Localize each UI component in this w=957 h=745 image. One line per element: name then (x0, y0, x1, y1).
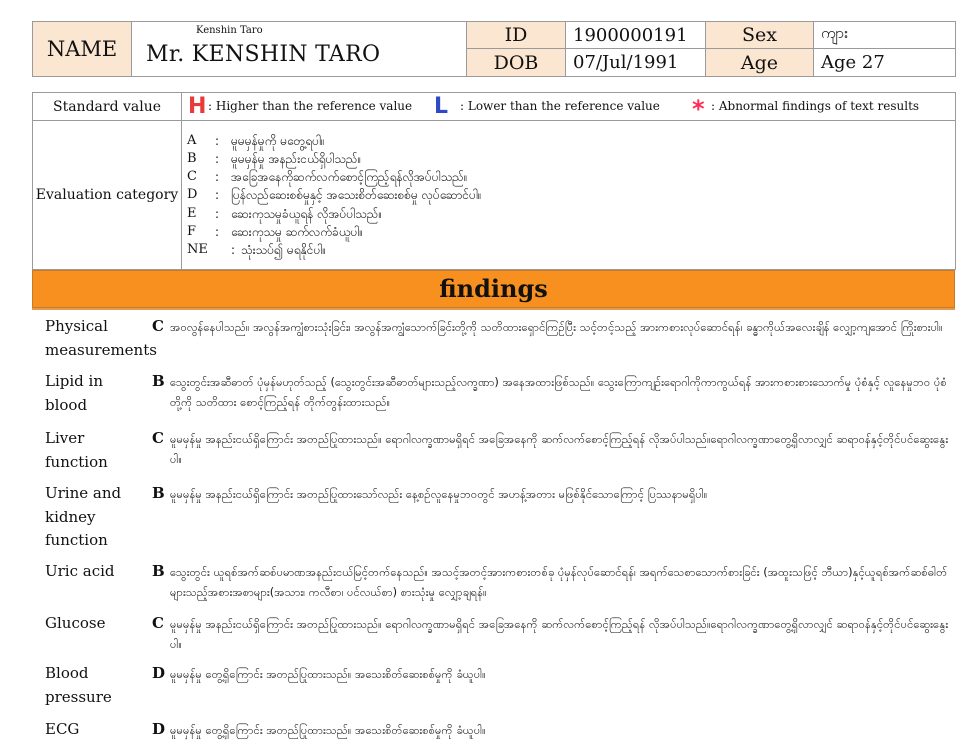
finding-grade: C (152, 317, 164, 335)
finding-text: မူမမှန်မှု တွေ့ရှိကြောင်း အတည်ပြုထားသည်။ အသေးစိတ်ဆေးစစ်မှုကို ခံယူပါ။ (170, 723, 486, 737)
findings-divider (32, 308, 955, 310)
evaluation-item: C : အခြေအနေကိုဆက်လက်စောင့်ကြည့်ရန်လိုအပ်ပါသည်။ (187, 169, 468, 185)
finding-text: မူမမှန်မှု တွေ့ရှိကြောင်း အတည်ပြုထားသည်။ အသေးစိတ်ဆေးစစ်မှုကို ခံယူပါ။ (170, 667, 486, 681)
finding-text: မူမမှန်မှု အနည်းငယ်ရှိကြောင်း အတည်ပြုထားသည်။ ရောဂါလက္ခဏာမရှိရင် အခြေအနေကို ဆက်လက်စောင့်ကြည့်ရန် လိုအပ်ပါသည်။ရောဂါလက္ခဏာတွေ့ရှိလာလျှင် ဆရာဝန်နှင့်တိုင်ပင်ဆွေးနွေးပါ။ (170, 617, 949, 651)
standard-legend (182, 93, 956, 121)
finding-title: ECG (45, 720, 80, 738)
abnormal-marker-text: : Abnormal findings of text results (711, 99, 920, 113)
finding-text: သွေးတွင်း ယူရစ်အက်ဆစ်ပမာဏအနည်းငယ်မြင့်တက်နေသည်။ အသင့်အတင့်အားကစားတစ်ခု ပုံမှန်လုပ်ဆောင်ရန်၊ အရက်သေစာသောက်စားခြင်း (အထူးသဖြင့် ဘီယာ)နှင့်ယူရစ်အက်ဆစ်ဓါတ်များသည့်အစားအစာများ(အသား၊ ကလီစာ၊ ပင်လယ်စာ) စားသုံးမှု လျှော့ချရန်။ (170, 565, 948, 599)
evaluation-category-label: Evaluation category (33, 121, 182, 270)
patient-name-cell (132, 22, 467, 77)
dob-value: 07/Jul/1991 (566, 49, 706, 77)
finding-grade: B (152, 484, 165, 502)
patient-header (32, 21, 956, 77)
low-marker-icon: L (434, 94, 449, 119)
evaluation-category-list (182, 121, 956, 270)
finding-title: Urine and kidney function (45, 484, 122, 549)
abnormal-asterisk-icon: * (692, 95, 705, 123)
finding-grade: C (152, 429, 164, 447)
finding-grade: D (152, 720, 166, 738)
evaluation-item: F : ဆေးကုသမှု ဆက်လက်ခံယူပါ။ (187, 223, 363, 239)
finding-grade: D (152, 664, 166, 682)
finding-grade: C (152, 614, 164, 632)
dob-label: DOB (467, 49, 566, 77)
finding-text: အဝလွန်နေပါသည်။ အလွန်အကျွံစားသုံးခြင်း၊ အလွန်အကျွံသောက်ခြင်းတို့ကို သတိထားရှောင်ကြဉ်ပြီး သင့်တင့်သည့် အားကစားလုပ်ဆောင်ရန်၊ ခန္ဓာကိုယ်အလေးချိန် လျှော့ကျအောင် ကြိုးစားပါ။ (170, 320, 943, 334)
standard-value-label: Standard value (33, 93, 182, 121)
finding-title: Uric acid (45, 562, 115, 580)
evaluation-item: E : ဆေးကုသမှုခံယူရန် လိုအပ်ပါသည်။ (187, 205, 383, 221)
finding-title: Liver function (45, 429, 108, 471)
finding-title: Blood pressure (45, 664, 112, 706)
finding-title: Physical measurements (45, 317, 157, 359)
finding-title: Glucose (45, 614, 106, 632)
evaluation-item: D : ပြန်လည်ဆေးစစ်မှုနှင့် အသေးစိတ်ဆေးစစ်မှု လုပ်ဆောင်ပါ။ (187, 187, 482, 203)
sex-label: Sex (706, 22, 814, 49)
high-marker-icon: H (188, 94, 207, 119)
finding-text: သွေးတွင်းအဆီဓာတ် ပုံမှန်မဟုတ်သည့် (သွေးတွင်းအဆီဓာတ်များသည့်လက္ခဏာ) အနေအထားဖြစ်သည်။ သွေးကြောကျဉ်းရောဂါကိုကာကွယ်ရန် အားကစားစားသောက်မှု ပုံစံနှင့် လူနေမှုဘဝ ပုံစံတို့ကို သတိထား စောင့်ကြည့်ရန် တိုက်တွန်းထားသည်။ (170, 375, 947, 409)
age-label: Age (706, 49, 814, 77)
finding-grade: B (152, 372, 165, 390)
evaluation-item: A : မူမမှန်မှုကို မတွေ့ရပါ။ (187, 132, 325, 148)
patient-name-romaji: Kenshin Taro (196, 25, 263, 36)
name-label: NAME (33, 22, 132, 77)
low-marker-text: : Lower than the reference value (460, 99, 660, 113)
finding-text: မူမမှန်မှု အနည်းငယ်ရှိကြောင်း အတည်ပြုထားသည်။ ရောဂါလက္ခဏာမရှိရင် အခြေအနေကို ဆက်လက်စောင့်ကြည့်ရန် လိုအပ်ပါသည်။ရောဂါလက္ခဏာတွေ့ရှိလာလျှင် ဆရာဝန်နှင့်တိုင်ပင်ဆွေးနွေးပါ။ (170, 432, 949, 466)
id-label: ID (467, 22, 566, 49)
sex-value: ကျား (814, 22, 956, 49)
finding-text: မူမမှန်မှု အနည်းငယ်ရှိကြောင်း အတည်ပြုထားသော်လည်း နေ့စဉ်လူနေမှုဘဝတွင် အဟန့်အတား မဖြစ်နိုင်သောကြောင့် ပြဿနာမရှိပါ။ (170, 487, 708, 501)
reference-table (32, 92, 956, 270)
finding-title: Lipid in blood (45, 372, 103, 414)
high-marker-text: : Higher than the reference value (208, 99, 413, 113)
patient-name: Mr. KENSHIN TARO (146, 42, 381, 67)
finding-grade: B (152, 562, 165, 580)
evaluation-item: B : မူမမှန်မှု အနည်းငယ်ရှိပါသည်။ (187, 151, 362, 167)
findings-title: findings (32, 270, 955, 308)
evaluation-item: NE : သုံးသပ်၍ မရနိုင်ပါ။ (187, 241, 327, 257)
age-value: Age 27 (814, 49, 956, 77)
id-value: 1900000191 (566, 22, 706, 49)
